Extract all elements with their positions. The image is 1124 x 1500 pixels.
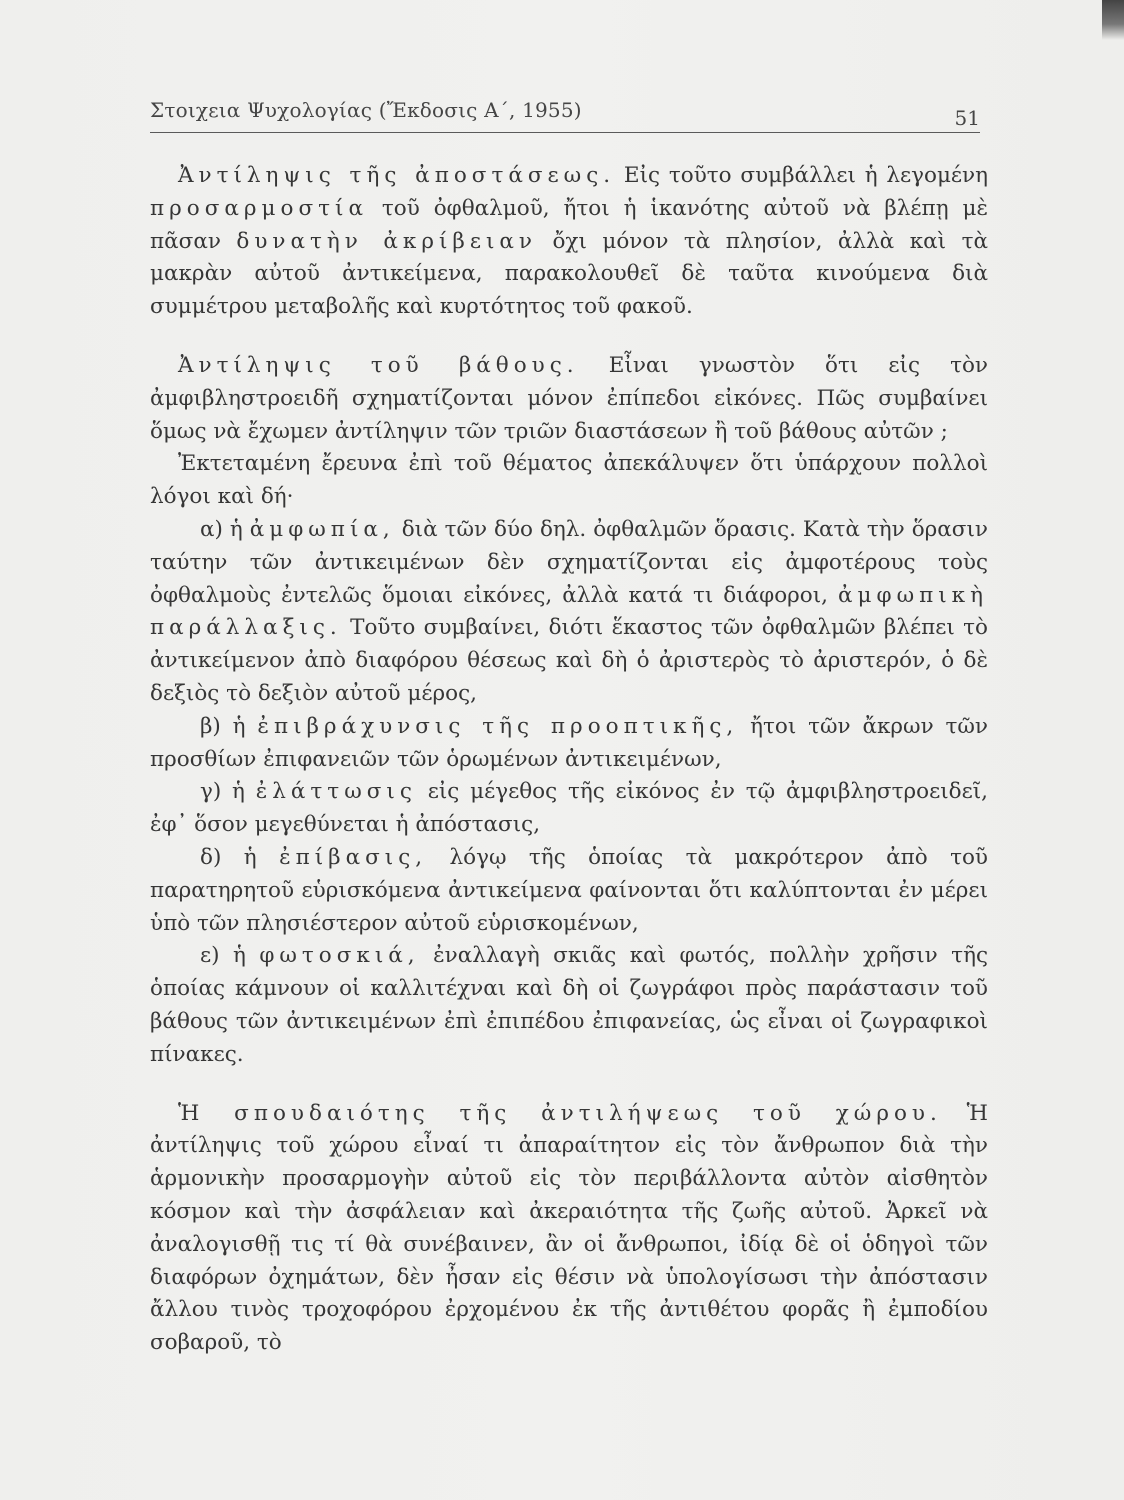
item-prefix: γ) ἡ bbox=[200, 779, 256, 805]
paragraph-text: ὄχι μόνον τὰ πλησίον, ἀλλὰ καὶ τὰ μακρὰν αὐτοῦ ἀντικείμενα, παρακολουθεῖ δὲ ταῦτα κινούμενα διὰ συμμέτρου μεταβολῆς καὶ κυρτότητος τοῦ φακοῦ. bbox=[150, 228, 988, 320]
spaced-term: ἀμφωπία, bbox=[249, 516, 395, 542]
item-text: λόγῳ τῆς ὁποίας τὰ μακρότερον ἀπὸ τοῦ παρατηρητοῦ εὑρισκόμενα ἀντικείμενα φαίνονται ὅτι καλύπτονται ἐν μέρει ὑπὸ τῶν πλησιέστερον αὐτοῦ εὑρισκομένων, bbox=[150, 844, 988, 936]
paragraph-text: Ἡ ἀντίληψις τοῦ χώρου εἶναί τι ἀπαραίτητον εἰς τὸν ἄνθρωπον διὰ τὴν ἁρμονικὴν προσαρμογὴν αὐτοῦ εἰς τὸν περιβάλλοντα αὐτὸν αἰσθητὸν κόσμον καὶ τὴν ἀσφάλειαν καὶ ἀκεραιότητα τῆς ζωῆς αὐτοῦ. Ἀρκεῖ νὰ ἀναλογισθῇ τις τί θὰ συνέβαινεν, ἂν οἱ ἄνθρωποι, ἰδίᾳ δὲ οἱ ὁδηγοὶ τῶν διαφόρων ὀχημάτων, δὲν ἦσαν εἰς θέσιν νὰ ὑπολογίσωσι τὴν ἀπόστασιν ἄλλου τινὸς τροχοφόρου ἐρχομένου ἐκ τῆς ἀντιθέτου φορᾶς ἢ ἐμποδίου σοβαροῦ, τὸ bbox=[150, 1100, 988, 1356]
spaced-term: ἐλάττωσις bbox=[255, 779, 417, 805]
item-text: εἰς μέγεθος τῆς εἰκόνος ἐν τῷ ἀμφιβληστροειδεῖ, ἐφ᾽ ὅσον μεγεθύνεται ἡ ἀπόστασις, bbox=[150, 779, 988, 838]
paragraph-research: Ἐκτεταμένη ἔρευνα ἐπὶ τοῦ θέματος ἀπεκάλυψεν ὅτι ὑπάρχουν πολλοὶ λόγοι καὶ δή· bbox=[150, 451, 988, 510]
section-heading-distance: Ἀντίληψις τῆς ἀποστάσεως. bbox=[178, 163, 616, 188]
paragraph-importance bbox=[150, 1098, 988, 1360]
spaced-term: ἐπιβράχυνσις τῆς προοπτικῆς, bbox=[257, 713, 739, 739]
paragraph-distance bbox=[150, 160, 988, 324]
page-edge-shadow bbox=[1102, 0, 1124, 40]
spaced-term: ἀμφωπικὴ παράλλαξις. bbox=[150, 582, 988, 641]
paragraph-text: τοῦ ὀφθαλμοῦ, ἤτοι ἡ ἱκανότης αὐτοῦ νὰ βλέπῃ μὲ πᾶσαν bbox=[150, 195, 988, 254]
item-prefix: δ) ἡ bbox=[200, 844, 280, 870]
section-heading-depth: Ἀντίληψις τοῦ βάθους. bbox=[178, 352, 579, 378]
running-header bbox=[150, 96, 980, 133]
paragraph-depth bbox=[150, 350, 988, 448]
paragraph-text: Εἰς τοῦτο συμβάλλει ἡ λεγομένη bbox=[615, 163, 989, 188]
spaced-term: προσαρμοστία bbox=[150, 195, 368, 221]
page-number: 51 bbox=[954, 106, 980, 130]
list-item-d bbox=[150, 842, 988, 940]
list-item-c bbox=[150, 776, 988, 842]
spaced-term: δυνατὴν ἀκρίβειαν bbox=[236, 228, 537, 254]
running-title: Στοιχεια Ψυχολογίας (Ἔκδοσις Α΄, 1955) bbox=[150, 98, 582, 122]
section-heading-importance: Ἡ σπουδαιότης τῆς ἀντιλήψεως τοῦ χώρου. bbox=[178, 1100, 942, 1126]
paragraph-text: Εἶναι γνωστὸν ὅτι εἰς τὸν ἀμφιβληστροειδῆ σχηματίζονται μόνον ἐπίπεδοι εἰκόνες. Πῶς συμβαίνει ὅμως νὰ ἔχωμεν ἀντίληψιν τῶν τριῶν διαστάσεων ἢ τοῦ βάθους αὐτῶν ; bbox=[150, 352, 989, 444]
spaced-term: ἐπίβασις, bbox=[279, 844, 428, 870]
list-item-a bbox=[150, 514, 988, 711]
item-text: Τοῦτο συμβαίνει, διότι ἕκαστος τῶν ὀφθαλμῶν βλέπει τὸ ἀντικείμενον ἀπὸ διαφόρου θέσεως καὶ δὴ ὁ ἀριστερὸς τὸ ἀριστερόν, ὁ δὲ δεξιὸς τὸ δεξιὸν αὐτοῦ μέρος, bbox=[150, 615, 988, 706]
spaced-term: φωτοσκιά, bbox=[259, 943, 420, 969]
item-text: ἤτοι τῶν ἄκρων τῶν προσθίων ἐπιφανειῶν τῶν ὁρωμένων ἀντικειμένων, bbox=[150, 713, 988, 772]
item-prefix: ε) ἡ bbox=[200, 943, 260, 969]
item-text: διὰ τῶν δύο δηλ. ὀφθαλμῶν ὅρασις. Κατὰ τὴν ὅρασιν ταύτην τῶν ἀντικειμένων δὲν σχηματίζονται εἰς ἀμφοτέρους τοὺς ὀφθαλμοὺς ἐντελῶς ὅμοιαι εἰκόνες, ἀλλὰ κατά τι διάφοροι, bbox=[150, 516, 988, 608]
item-prefix: α) ἡ bbox=[200, 516, 250, 542]
list-item-e bbox=[150, 940, 988, 1071]
list-item-b bbox=[150, 711, 988, 777]
item-text: ἐναλλαγὴ σκιᾶς καὶ φωτός, πολλὴν χρῆσιν τῆς ὁποίας κάμνουν οἱ καλλιτέχναι καὶ δὴ οἱ ζωγράφοι πρὸς παράστασιν τοῦ βάθους τῶν ἀντικειμένων ἐπὶ ἐπιπέδου ἐπιφανείας, ὡς εἶναι οἱ ζωγραφικοὶ πίνακες. bbox=[150, 943, 988, 1067]
page-body bbox=[150, 160, 988, 1360]
item-prefix: β) ἡ bbox=[200, 713, 258, 739]
